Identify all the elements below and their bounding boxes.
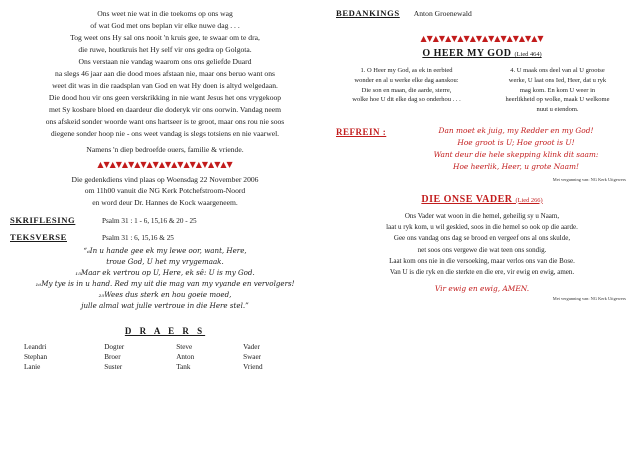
- hymn-line: wolke hoe U dit elke dag so onderhou . . .: [352, 96, 461, 104]
- pallbearer-name: Stephan: [24, 353, 48, 362]
- hymn-one-credit: Met vergunning van: NG Kerk Uitgewers: [552, 176, 626, 182]
- pallbearer-name: Lanie: [24, 363, 41, 372]
- intro-line: Tog weet ons Hy sal ons nooit 'n kruis gee, te swaar om te dra,: [70, 33, 260, 42]
- intro-poem: [10, 8, 320, 155]
- hymn-line: nuut u eiendom.: [536, 106, 579, 113]
- lords-prayer-text: [336, 211, 628, 279]
- refrain-line: Dan moet ek juig, my Redder en my God!: [438, 125, 594, 135]
- prayer-line: Van U is die ryk en die sterkte en die ere, vir ewig en ewig, amen.: [389, 268, 575, 277]
- refrain-line: Want deur die hele skepping klink dit saam:: [433, 150, 599, 160]
- hymn-line: 4. U maak ons deel van al U grootse: [510, 67, 605, 74]
- acknowledgements-row: [336, 8, 628, 18]
- hymn-one-number: (Lied 464): [514, 51, 542, 58]
- intro-line: Die dood hou vir ons geen verskrikking in nie want Jesus het ons vrygekoop: [48, 93, 282, 102]
- intro-line: met Sy kosbare bloed en daardeur die doderyk vir ons oorwin. Vandag neem: [48, 105, 282, 114]
- intro-line: ons afskeid sonder woorde want ons hartseer is te groot, maar ons rou nie soos: [45, 117, 285, 126]
- intro-line: weet dit was in die raadsplan van God en wat Hy doen is altyd welgedaan.: [52, 81, 278, 90]
- pallbearers-title: D R A E R S: [124, 326, 206, 337]
- pallbearer-relation: Vriend: [243, 363, 263, 372]
- scripture-reading-label: SKRIFLESING: [10, 215, 76, 226]
- text-verse-label: TEKSVERSE: [10, 232, 67, 243]
- table-row: [20, 362, 310, 372]
- pallbearers-table: [20, 342, 310, 372]
- hymn-one-title: [336, 48, 628, 59]
- hymn-one-verse-4: [487, 66, 628, 115]
- pallbearer-relation: Broer: [104, 353, 121, 362]
- prayer-line: laat u ryk kom, u wil geskied, soos in die hemel so ook op die aarde.: [386, 222, 578, 231]
- pallbearer-relation: Dogter: [104, 343, 125, 352]
- prayer-line: Gee ons vandag ons dag se brood en vergeef ons al ons skulde,: [393, 234, 571, 243]
- hymn-line: mag kom. En kom U weer in: [519, 86, 596, 94]
- service-details: [10, 174, 320, 208]
- zigzag-divider-right: ▲▼▲▼▲▼▲▼▲▼▲▼▲▼▲▼▲▼▲▼: [420, 34, 544, 43]
- hymn-two-title-text: DIE ONSE VADER: [421, 193, 513, 205]
- pallbearer-name: Anton: [176, 353, 195, 362]
- refrain-label: REFREIN :: [336, 126, 387, 137]
- text-verse-row: [10, 232, 320, 242]
- hymn-line: 1. O Heer my God, as ek in eerbied: [360, 67, 453, 74]
- right-column: [330, 0, 638, 453]
- intro-signoff: Namens 'n diep bedroefde ouers, familie & vriende.: [86, 145, 244, 154]
- intro-line: Ons verstaan nie vandag waarom ons ons geliefde Duard: [78, 57, 252, 66]
- hymn-line: heerlikheid op wolke, maak U welkome: [505, 96, 610, 104]
- intro-line: diegene sonder hoop nie - ons weet vandag is slegs totsiens en nie vaarwel.: [50, 129, 280, 138]
- verse-line: ₁₅Maar ek vertrou op U, Here, ek sê: U is my God.: [75, 268, 255, 278]
- intro-line: of wat God met ons beplan vir elke nuwe dag . . .: [90, 21, 240, 30]
- hymn-two-number: (Lied 266): [515, 196, 543, 204]
- prayer-line: Ons Vader wat woon in die hemel, geheilig sy u Naam,: [404, 211, 560, 220]
- verse-line: troue God, U het my vrygemaak.: [106, 257, 224, 267]
- service-detail-line: en word deur Dr. Hannes de Kock waargeneem.: [92, 197, 238, 207]
- table-row: [20, 342, 310, 352]
- refrain-line: Hoe groot is U; Hoe groot is U!: [457, 137, 575, 147]
- intro-line: die ruwe, houtkruis het Hy self vir ons gedra op Golgota.: [78, 45, 252, 54]
- refrain-line: Hoe heerlik, Heer, u grote Naam!: [453, 162, 579, 172]
- hymn-line: wonder en al u werke elke dag aanskou:: [354, 76, 459, 84]
- zigzag-divider-left: ▲▼▲▼▲▼▲▼▲▼▲▼▲▼▲▼▲▼▲▼▲▼: [97, 160, 233, 169]
- pallbearer-name: Steve: [176, 343, 193, 352]
- pallbearer-relation: Swaer: [243, 353, 262, 362]
- intro-line: na slegs 46 jaar aan die dood moes afstaan nie, maar ons beruo want ons: [55, 69, 275, 78]
- verse-line: ₁₆My tye is in u hand. Red my uit die mag van my vyande en vervolgers!: [35, 279, 295, 289]
- hymn-one-verses: [336, 66, 628, 115]
- refrain-block: [336, 125, 628, 174]
- text-verse-value: Psalm 31 : 6, 15,16 & 25: [102, 234, 174, 243]
- scripture-reading-value: Psalm 31 : 1 - 6, 15,16 & 20 - 25: [102, 217, 197, 226]
- verse-line: “₆In u hande gee ek my lewe oor, want, Here,: [83, 246, 247, 256]
- pallbearer-relation: Suster: [104, 363, 123, 372]
- prayer-line: Laat kom ons nie in die versoeking, maar verlos ons van die Bose.: [389, 256, 575, 265]
- acknowledgements-label: BEDANKINGS: [336, 8, 400, 18]
- verse-quote: [10, 246, 320, 312]
- hymn-two-title: [336, 194, 628, 205]
- intro-line: Ons weet nie wat in die toekoms op ons wag: [97, 9, 233, 18]
- service-detail-line: Die gedenkdiens vind plaas op Woensdag 22 November 2006: [71, 175, 259, 184]
- pallbearer-name: Leandri: [24, 343, 47, 352]
- verse-line: julle almal wat julle vertroue in die Here stel.”: [81, 301, 249, 311]
- service-detail-line: om 11h00 vanuit die NG Kerk Potchefstroom-Noord: [84, 186, 246, 196]
- acknowledgements-name: Anton Groenewald: [413, 9, 472, 18]
- pallbearer-name: Tank: [176, 363, 191, 372]
- hymn-two-credit: Met vergunning van: NG Kerk Uitgewers: [552, 295, 626, 301]
- amen-line: Vir ewig en ewig, AMEN.: [434, 283, 530, 293]
- hymn-one-verse-1: [336, 66, 477, 115]
- hymn-one-title-text: O HEER MY GOD: [422, 48, 512, 59]
- scripture-reading-row: [10, 215, 320, 225]
- hymn-line: werke, U laat ons Ied, Heer, dat u ryk: [508, 76, 607, 84]
- refrain-text: [404, 125, 628, 174]
- table-row: [20, 352, 310, 362]
- prayer-line: net soos ons vergewe die wat teen ons sondig.: [417, 245, 547, 254]
- hymn-line: Die son en maan, die aarde, sterre,: [361, 86, 452, 94]
- verse-line: ₂₅Wees dus sterk en hou goeie moed,: [98, 290, 232, 300]
- pallbearer-relation: Vader: [243, 343, 260, 352]
